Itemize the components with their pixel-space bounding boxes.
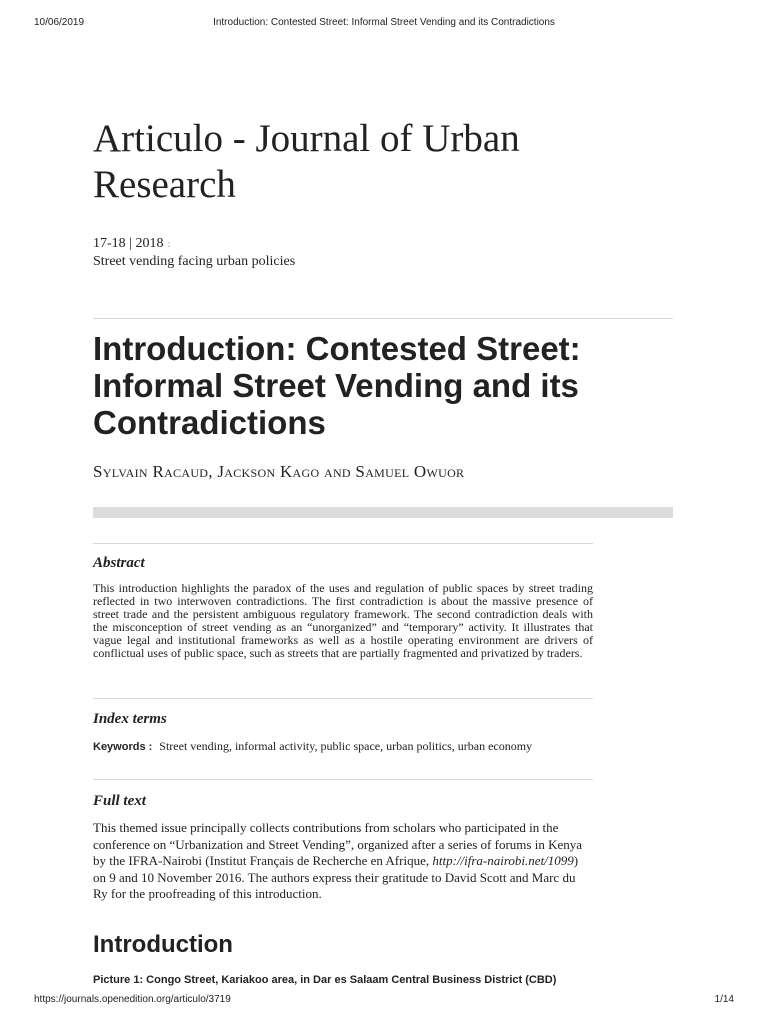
introduction-heading: Introduction (93, 931, 233, 958)
print-url: https://journals.openedition.org/articulo/3719 (34, 994, 231, 1005)
keywords-list[interactable]: Street vending, informal activity, public space, urban politics, urban economy (159, 739, 533, 753)
issue-info (93, 235, 295, 271)
full-text-part-2: ) on 9 and 10 November 2016. The authors express their gratitude to David Scott and Marc du Ry for the proofreading of this introduction. (93, 853, 579, 901)
abstract-heading: Abstract (93, 555, 145, 571)
article-title: Introduction: Contested Street: Informal Street Vending and its Contradictions (93, 330, 581, 441)
print-header (0, 17, 768, 31)
index-terms-heading: Index terms (93, 711, 167, 727)
issue-title-link[interactable]: Street vending facing urban policies (93, 254, 296, 269)
full-text-heading: Full text (93, 793, 146, 809)
article-toolbar-bar (93, 507, 673, 518)
article-authors[interactable]: Sylvain Racaud, Jackson Kago and Samuel Owuor (93, 462, 465, 481)
print-footer (0, 994, 768, 1008)
picture-caption: Picture 1: Congo Street, Kariakoo area, in Dar es Salaam Central Business District (CBD) (93, 974, 557, 986)
print-date: 10/06/2019 (34, 17, 85, 28)
full-text-part-1: This themed issue principally collects contributions from scholars who participated in the conference on “Urbanization and Street Vending”, organized after a series of forums in Kenya by the IFRA-Nairobi (Institut Français de Recherche en Afrique, (93, 820, 582, 868)
ifra-link[interactable]: http://ifra-nairobi.net/1099 (432, 853, 574, 868)
print-document-title: Introduction: Contested Street: Informal Street Vending and its Contradictions (213, 17, 555, 28)
abstract-divider (93, 543, 593, 544)
full-text-divider (93, 779, 593, 780)
journal-title-link[interactable]: Articulo - Journal of Urban Research (93, 117, 520, 206)
issue-number-link[interactable]: 17-18 | 2018 (93, 236, 164, 251)
keywords-row (93, 739, 613, 755)
full-text-paragraph (93, 820, 593, 903)
keywords-label: Keywords : (93, 741, 153, 753)
page-number: 1/14 (714, 994, 734, 1005)
header-divider (93, 318, 673, 319)
issue-separator: : (167, 238, 171, 250)
abstract-text: This introduction highlights the paradox of the uses and regulation of public spaces by street trading reflected in two interwoven contradictions. The first contradiction is about the massive presence of street trade and the persistent ambiguous regulatory framework. The second contradiction deals with the misconception of street vending as an “unorganized” and “temporary” activity. It illustrates that vague legal and institutional frameworks as well as a hostile operating environment are drivers of conflictual uses of public space, such as streets that are partially fragmented and privatized by traders. (93, 581, 593, 660)
index-terms-divider (93, 698, 593, 699)
